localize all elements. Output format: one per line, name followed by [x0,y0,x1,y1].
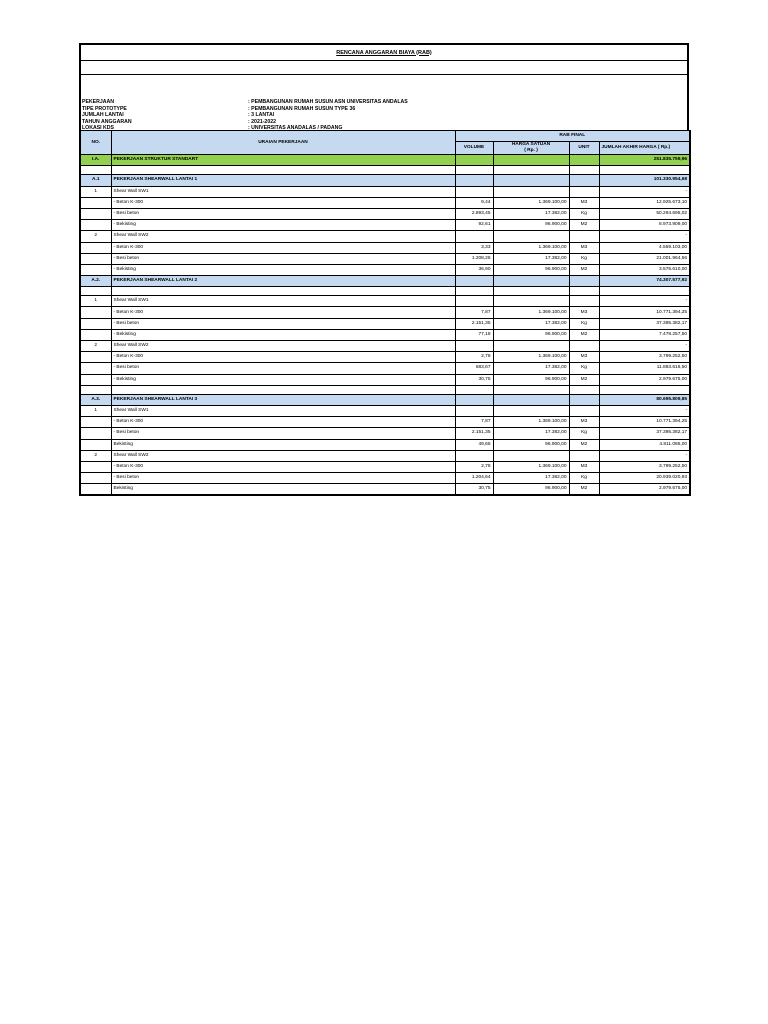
cell-jumlah: 12.925.673,10 [599,197,690,208]
info-label: LOKASI KDS [82,125,114,131]
cell-uraian: - Besi beton [111,253,455,264]
table-row [80,363,690,374]
cell-uraian: - Beton K-300 [111,197,455,208]
cell-uraian: - Beton K-300 [111,307,455,318]
cell-jumlah: 2.979.675,00 [599,374,690,385]
cell-unit [569,276,599,287]
table-row [80,329,690,340]
cell-uraian: - Besi beton [111,363,455,374]
section-row [80,175,690,186]
cell-harga-satuan [493,341,569,352]
cell-unit [569,186,599,197]
cell-harga-satuan: 96.900,00 [493,329,569,340]
cell-harga-satuan [493,276,569,287]
cell-uraian: - Besi beton [111,208,455,219]
info-value: : PEMBANGUNAN RUMAH SUSUN ASN UNIVERSITAS ANDALAS [248,99,408,105]
cell-volume: 92,61 [455,220,493,231]
table-row [80,253,690,264]
cell-no [80,220,111,231]
cell-uraian: Shear Wall SW1 [111,186,455,197]
cell-uraian: PEKERJAAN SHEARWALL LANTAI 2 [111,276,455,287]
cell-jumlah: 2.979.675,00 [599,484,690,496]
cell-uraian: PEKERJAAN SHEARWALL LANTAI 3 [111,394,455,405]
cell-volume: 30,75 [455,484,493,496]
cell-no: 1 [80,405,111,416]
cell-harga-satuan [493,405,569,416]
cell-volume [455,296,493,307]
cell-jumlah: 3.799.252,50 [599,352,690,363]
table-row [80,208,690,219]
cell-volume: 30,75 [455,374,493,385]
cell-uraian: PEKERJAAN SHEARWALL LANTAI 1 [111,175,455,186]
cell-unit: M3 [569,307,599,318]
cell-no [80,461,111,472]
cell-unit: Kg [569,208,599,219]
cell-unit [569,394,599,405]
cell-harga-satuan [493,296,569,307]
cell-unit [569,450,599,461]
cell-volume: 49,65 [455,439,493,450]
cell-harga-satuan: 96.900,00 [493,264,569,275]
cell-jumlah: 80.695.809,85 [599,394,690,405]
info-label: TIPE PROTOTYPE [82,105,127,112]
cell-jumlah: 4.559.103,00 [599,242,690,253]
cell-no [80,473,111,484]
table-row [80,296,690,307]
cell-harga-satuan: 1.369.100,00 [493,307,569,318]
cell-unit: M3 [569,352,599,363]
cell-unit: Kg [569,253,599,264]
cell-harga-satuan [493,394,569,405]
cell-no: 2 [80,450,111,461]
cell-jumlah: 4.811.085,00 [599,439,690,450]
empty-cell [493,385,569,394]
cell-volume [455,186,493,197]
cell-unit: Kg [569,318,599,329]
cell-no: A.1 [80,175,111,186]
cell-volume: 77,18 [455,329,493,340]
cell-uraian: Shear Wall SW2 [111,341,455,352]
info-value: : PEMBANGUNAN RUMAH SUSUN TYPE 36 [248,105,356,112]
header-unit: UNIT [569,142,599,155]
cell-jumlah: 3.575.610,00 [599,264,690,275]
cell-jumlah: - [599,231,690,242]
cell-no: 2 [80,341,111,352]
cell-jumlah: 21.001.964,56 [599,253,690,264]
cell-no: 1 [80,186,111,197]
cell-no [80,439,111,450]
cell-uraian: Bekisting [111,439,455,450]
cell-jumlah: 101.330.954,68 [599,175,690,186]
cell-jumlah: 50.294.695,02 [599,208,690,219]
cell-no: A.2. [80,276,111,287]
blank-row [79,61,689,75]
cell-unit [569,175,599,186]
cell-unit: M2 [569,329,599,340]
section-row [80,276,690,287]
cell-harga-satuan: 17.382,00 [493,428,569,439]
cell-volume: 2,78 [455,352,493,363]
cell-jumlah: 74.307.577,92 [599,276,690,287]
cell-unit: Kg [569,473,599,484]
info-label: JUMLAH LANTAI [82,112,124,118]
empty-cell [599,385,690,394]
cell-unit: M3 [569,417,599,428]
empty-cell [455,166,493,175]
spacer-row [80,287,690,296]
empty-cell [80,166,111,175]
cell-volume: 36,90 [455,264,493,275]
cell-uraian: - Besi beton [111,318,455,329]
cell-uraian: Shear Wall SW2 [111,450,455,461]
cell-uraian: - Besi beton [111,473,455,484]
cell-no [80,307,111,318]
cell-no: I.A. [80,155,111,166]
cell-jumlah: 11.883.616,50 [599,363,690,374]
cell-unit: M3 [569,197,599,208]
cell-volume [455,155,493,166]
cell-no [80,197,111,208]
title-box [79,43,689,61]
cell-volume [455,231,493,242]
table-row [80,450,690,461]
info-value: : UNIVERSITAS ANADALAS / PADANG [248,125,343,131]
info-value: : 2021-2022 [248,118,276,125]
cell-no [80,484,111,496]
header-volume: VOLUME [455,142,493,155]
table-row [80,352,690,363]
table-row [80,461,690,472]
cell-uraian: PEKERJAAN STRUKTUR STANDART [111,155,455,166]
cell-volume: 2.151,35 [455,318,493,329]
empty-cell [455,287,493,296]
cell-no: A.3. [80,394,111,405]
cell-volume [455,276,493,287]
table-row [80,341,690,352]
cell-harga-satuan: 1.369.100,00 [493,197,569,208]
cell-no [80,363,111,374]
cell-uraian: - Bekisting [111,329,455,340]
cell-volume [455,394,493,405]
table-row [80,318,690,329]
cell-no [80,264,111,275]
cell-harga-satuan [493,231,569,242]
rab-table [79,130,691,496]
cell-harga-satuan [493,155,569,166]
empty-cell [111,166,455,175]
cell-volume: 7,87 [455,417,493,428]
empty-cell [111,385,455,394]
cell-jumlah: 3.799.252,50 [599,461,690,472]
cell-uraian: - Besi beton [111,428,455,439]
cell-jumlah: - [599,296,690,307]
cell-volume: 2.151,35 [455,428,493,439]
cell-uraian: Shear Wall SW2 [111,231,455,242]
cell-no [80,428,111,439]
info-label: TAHUN ANGGARAN [82,118,132,125]
empty-cell [493,287,569,296]
cell-unit [569,155,599,166]
cell-jumlah: 37.395.382,17 [599,428,690,439]
cell-uraian: - Beton K-300 [111,352,455,363]
cell-no [80,417,111,428]
rab-body [80,155,690,496]
empty-cell [455,385,493,394]
cell-harga-satuan: 17.382,00 [493,318,569,329]
cell-unit [569,405,599,416]
cell-jumlah: 10.771.394,25 [599,417,690,428]
cell-harga-satuan [493,450,569,461]
cell-jumlah: - [599,405,690,416]
cell-volume: 2,78 [455,461,493,472]
group-row [80,155,690,166]
cell-unit: M3 [569,242,599,253]
cell-volume: 3,33 [455,242,493,253]
rab-sheet [79,43,689,496]
table-row [80,242,690,253]
project-info [79,75,689,130]
header-harga-satuan: HARGA SATUAN ( Rp. ) [493,142,569,155]
table-row [80,186,690,197]
table-row [80,484,690,496]
empty-cell [599,166,690,175]
cell-harga-satuan: 96.900,00 [493,484,569,496]
cell-harga-satuan: 17.382,00 [493,253,569,264]
header-jumlah: JUMLAH AKHIR HARGA ( Rp.) [599,142,690,155]
cell-volume: 2.893,45 [455,208,493,219]
header-uraian: URAIAN PEKERJAAN [111,131,455,155]
cell-unit: M2 [569,484,599,496]
cell-no [80,253,111,264]
cell-no [80,374,111,385]
empty-cell [599,287,690,296]
cell-harga-satuan: 17.382,00 [493,473,569,484]
cell-volume: 1.204,64 [455,473,493,484]
cell-jumlah: - [599,450,690,461]
cell-uraian: - Beton K-300 [111,417,455,428]
cell-no [80,318,111,329]
cell-harga-satuan: 96.900,00 [493,220,569,231]
cell-volume [455,341,493,352]
cell-unit [569,231,599,242]
cell-uraian: Shear Wall SW1 [111,296,455,307]
cell-harga-satuan: 96.900,00 [493,439,569,450]
table-row [80,374,690,385]
cell-no [80,208,111,219]
cell-volume: 9,44 [455,197,493,208]
table-row [80,473,690,484]
cell-unit [569,341,599,352]
empty-cell [80,385,111,394]
table-row [80,417,690,428]
cell-unit: M2 [569,264,599,275]
info-label: PEKERJAAN [82,99,114,105]
cell-no [80,329,111,340]
spacer-row [80,166,690,175]
table-row [80,428,690,439]
cell-no [80,242,111,253]
empty-cell [569,166,599,175]
cell-harga-satuan: 17.382,00 [493,208,569,219]
cell-no [80,352,111,363]
cell-unit: M2 [569,439,599,450]
cell-jumlah: 8.973.909,00 [599,220,690,231]
cell-jumlah: - [599,341,690,352]
spacer-row [80,385,690,394]
cell-jumlah: 251.835.759,96 [599,155,690,166]
cell-harga-satuan: 1.369.100,00 [493,461,569,472]
info-value: : 3 LANTAI [248,112,275,118]
cell-unit: M3 [569,461,599,472]
cell-jumlah: 10.771.394,25 [599,307,690,318]
cell-volume: 683,67 [455,363,493,374]
cell-harga-satuan: 1.369.100,00 [493,352,569,363]
cell-harga-satuan: 96.900,00 [493,374,569,385]
cell-uraian: - Bekisting [111,264,455,275]
cell-volume [455,175,493,186]
empty-cell [569,385,599,394]
cell-no: 2 [80,231,111,242]
empty-cell [80,287,111,296]
cell-unit: M2 [569,374,599,385]
table-row [80,307,690,318]
header-rab-final: RAB FINAL [455,131,690,142]
cell-volume: 7,87 [455,307,493,318]
cell-uraian: - Bekisting [111,374,455,385]
header-no: NO. [80,131,111,155]
table-row [80,197,690,208]
document-title: RENCANA ANGGARAN BIAYA (RAB) [336,49,432,56]
cell-jumlah: 20.939.020,93 [599,473,690,484]
cell-unit: Kg [569,428,599,439]
cell-uraian: - Beton K-300 [111,461,455,472]
cell-volume [455,450,493,461]
table-row [80,231,690,242]
table-row [80,439,690,450]
table-row [80,220,690,231]
cell-unit: M2 [569,220,599,231]
empty-cell [493,166,569,175]
cell-no: 1 [80,296,111,307]
cell-jumlah: - [599,186,690,197]
empty-cell [569,287,599,296]
cell-jumlah: 37.395.382,17 [599,318,690,329]
cell-unit: Kg [569,363,599,374]
table-row [80,264,690,275]
empty-cell [111,287,455,296]
cell-harga-satuan [493,186,569,197]
cell-jumlah: 7.478.257,50 [599,329,690,340]
section-row [80,394,690,405]
cell-unit [569,296,599,307]
cell-uraian: Shear Wall SW1 [111,405,455,416]
cell-volume [455,405,493,416]
cell-harga-satuan: 17.382,00 [493,363,569,374]
cell-harga-satuan: 1.369.100,00 [493,417,569,428]
cell-volume: 1.208,26 [455,253,493,264]
cell-harga-satuan: 1.369.100,00 [493,242,569,253]
cell-uraian: - Bekisting [111,220,455,231]
cell-harga-satuan [493,175,569,186]
cell-uraian: - Beton K-300 [111,242,455,253]
table-row [80,405,690,416]
cell-uraian: Bekisting [111,484,455,496]
